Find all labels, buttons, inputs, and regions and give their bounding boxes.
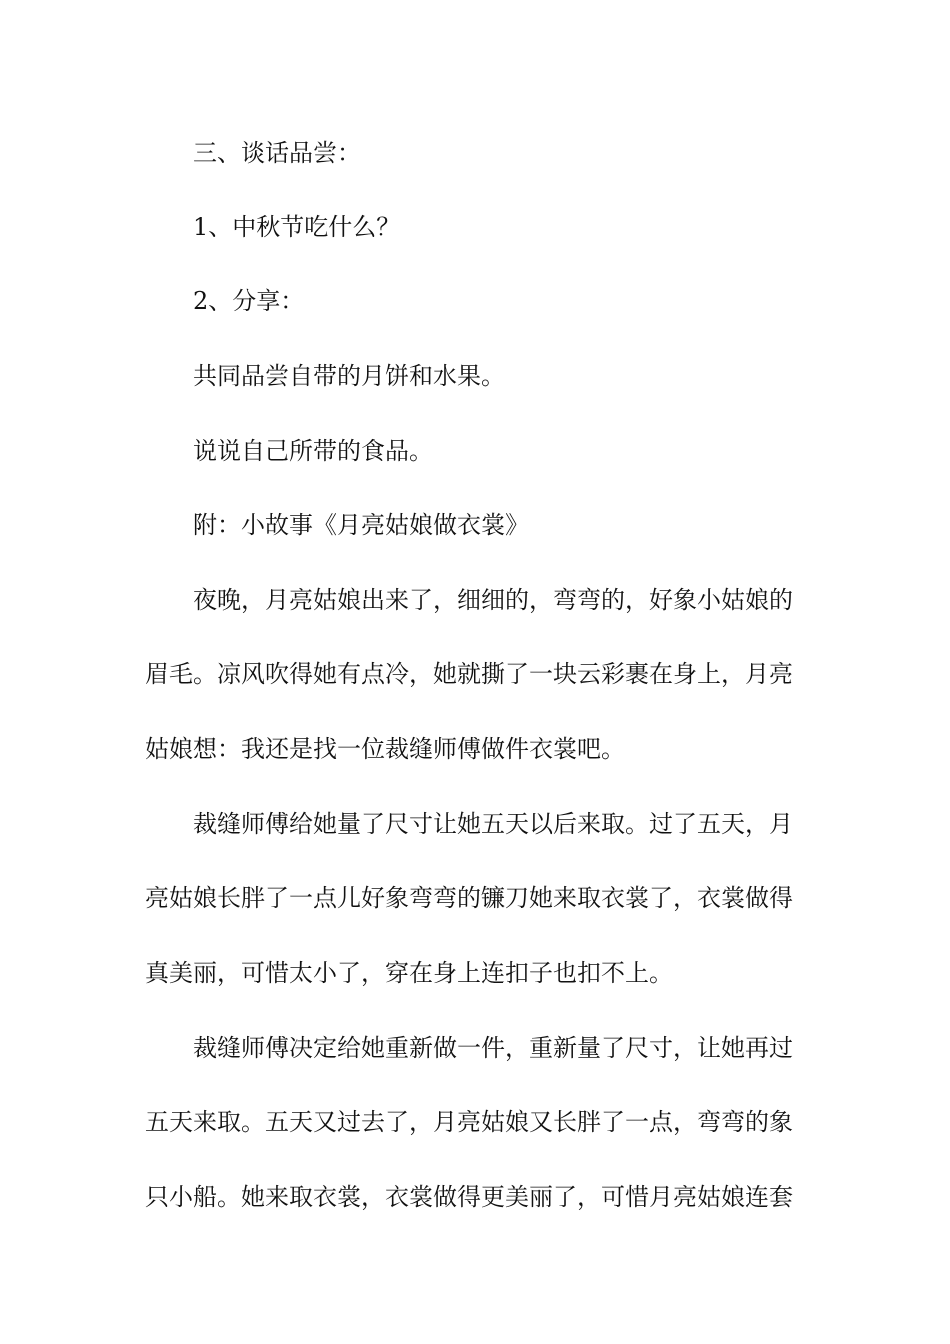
story-line: 夜晚，月亮姑娘出来了，细细的，弯弯的，好象小姑娘的 [193, 586, 793, 614]
story-line: 裁缝师傅决定给她重新做一件，重新量了尺寸，让她再过 [193, 1034, 793, 1062]
story-line: 亮姑娘长胖了一点儿好象弯弯的镰刀她来取衣裳了，衣裳做得 [145, 884, 793, 912]
paragraph-line: 共同品尝自带的月饼和水果。 [193, 362, 505, 390]
story-line: 裁缝师傅给她量了尺寸让她五天以后来取。过了五天，月 [193, 810, 793, 838]
story-line: 五天来取。五天又过去了，月亮姑娘又长胖了一点，弯弯的象 [145, 1108, 793, 1136]
story-line: 眉毛。凉风吹得她有点冷，她就撕了一块云彩裹在身上，月亮 [145, 660, 793, 688]
paragraph-line: 说说自己所带的食品。 [193, 437, 433, 465]
share-item: 2、分享： [193, 287, 305, 315]
story-title: 附：小故事《月亮姑娘做衣裳》 [193, 511, 529, 539]
section-heading: 三、谈话品尝： [193, 139, 361, 167]
story-line: 只小船。她来取衣裳，衣裳做得更美丽了，可惜月亮姑娘连套 [145, 1183, 793, 1211]
story-line: 姑娘想：我还是找一位裁缝师傅做件衣裳吧。 [145, 735, 625, 763]
question-item: 1、中秋节吃什么？ [193, 213, 401, 241]
story-line: 真美丽，可惜太小了，穿在身上连扣子也扣不上。 [145, 959, 673, 987]
